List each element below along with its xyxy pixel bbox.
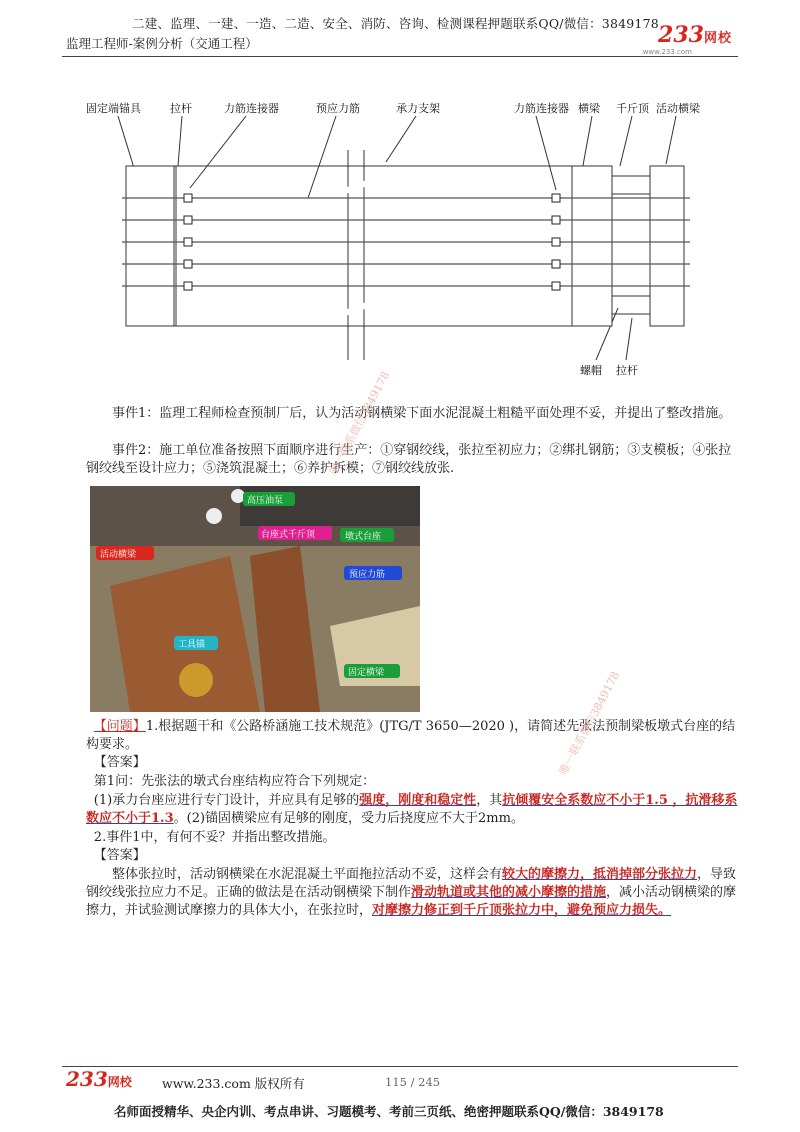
footer-logo: 233网校 [66, 1067, 132, 1091]
watermark: 唯一联系微信3849178 [326, 369, 393, 478]
diagram-label: 拉杆 [170, 102, 192, 115]
diagram-label: 力筋连接器 [224, 102, 279, 115]
watermark: 唯一联系微信3849178 [556, 669, 623, 778]
diagram-label: 拉杆 [616, 364, 638, 377]
diagram-label: 活动横梁 [656, 102, 700, 115]
answer-2-body: 整体张拉时，活动钢横梁在水泥混凝土平面拖拉活动不妥，这样会有较大的摩擦力，抵消掉部分张拉力，导致钢绞线张拉应力不足。正确的做法是在活动钢横梁下制作滑动轨道或其他的减小摩擦的措施，减小活动钢横梁的摩擦力，并试验测试摩擦力的具体大小，在张拉时，对摩擦力修正到千斤顶张拉力中，避免预应力损失。 [86, 867, 737, 918]
photo-label: 台座式千斤顶 [261, 530, 316, 540]
question-tag: 【问题】 [93, 719, 146, 734]
question-1: 【问题】1.根据题干和《公路桥涵施工技术规范》(JTG/T 3650—2020 )，请简述先张法预制梁板墩式台座的结构要求。 [86, 719, 736, 752]
logo-url: www.233.com [642, 48, 692, 56]
header-promo-line: 二建、监理、一建、一造、二造、安全、消防、咨询、检测课程押题联系QQ/微信：3849178 [132, 16, 659, 31]
diagram-label: 预应力筋 [316, 102, 360, 115]
photo-label: 墩式台座 [345, 532, 382, 542]
photo-label: 固定横梁 [348, 668, 385, 678]
site-photo [90, 486, 420, 712]
footer-promo-line: 名师面授精华、央企内训、考点串讲、习题模考、考前三页纸、绝密押题联系QQ/微信：3849178 [114, 1104, 664, 1119]
photo-label: 高压油泵 [247, 496, 284, 506]
photo-label: 预应力筋 [349, 570, 386, 580]
page-number: 115 / 245 [385, 1075, 441, 1089]
photo-label: 活动横梁 [100, 550, 137, 560]
answer-tag: 【答案】 [93, 755, 146, 770]
diagram-label: 螺帽 [580, 364, 602, 377]
footer-divider [62, 1066, 738, 1067]
question-2: 2.事件1中，有何不妥？并指出整改措施。 [93, 830, 336, 845]
header-divider [62, 56, 738, 57]
diagram-label: 千斤顶 [616, 102, 649, 115]
photo-label: 工具锚 [178, 640, 206, 650]
footer-site: www.233.com 版权所有 [162, 1076, 305, 1091]
answer-1-intro: 第1问：先张法的墩式台座结构应符合下列规定： [93, 774, 376, 789]
prestress-bed-diagram [86, 98, 718, 390]
answer-1-body: (1)承力台座应进行专门设计，并应具有足够的强度，刚度和稳定性，其抗倾覆安全系数应不小于1.5 ，抗滑移系数应不小于1.3。(2)锚固横梁应有足够的刚度，受力后挠度应不大于2mm。 [86, 793, 738, 826]
event-2: 事件2：施工单位准备按照下面顺序进行生产：①穿钢绞线，张拉至初应力；②绑扎钢筋；③支模板；④张拉钢绞线至设计应力；⑤浇筑混凝土；⑥养护拆模；⑦钢绞线放张. [86, 443, 732, 476]
event-1: 事件1：监理工程师检查预制厂后，认为活动钢横梁下面水泥混凝土粗糙平面处理不妥，并提出了整改措施。 [112, 406, 732, 421]
diagram-label: 横梁 [578, 102, 600, 115]
diagram-label: 承力支架 [396, 102, 440, 115]
header-subtitle: 监理工程师-案例分析（交通工程） [66, 36, 258, 51]
diagram-label: 力筋连接器 [514, 102, 569, 115]
answer-tag-2: 【答案】 [93, 848, 146, 863]
logo: 233网校 [658, 22, 732, 48]
diagram-label: 固定端锚具 [86, 102, 141, 115]
